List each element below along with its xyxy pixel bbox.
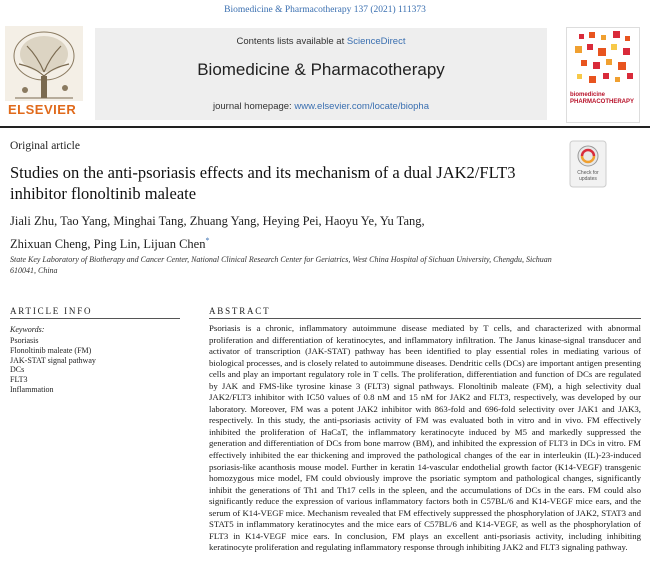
- header-rule: [0, 126, 650, 128]
- sciencedirect-link[interactable]: ScienceDirect: [346, 36, 406, 47]
- journal-homepage-link[interactable]: www.elsevier.com/locate/biopha: [294, 101, 429, 112]
- keyword-item: JAK-STAT signal pathway: [10, 355, 96, 365]
- keyword-item: DCs: [10, 365, 25, 375]
- corresponding-author-mark[interactable]: *: [205, 236, 210, 245]
- journal-title: Biomedicine & Pharmacotherapy: [197, 60, 445, 79]
- badge-text: Check for updates: [577, 170, 599, 182]
- publisher-wordmark: ELSEVIER: [8, 102, 77, 117]
- contents-prefix: Contents lists available at: [236, 36, 347, 47]
- cover-art-icon: [567, 28, 639, 122]
- article-title: Studies on the anti-psoriasis effects and its mechanism of a dual JAK2/FLT3 inhibitor flonoltinib maleate: [10, 163, 516, 203]
- keywords-label: Keywords:: [10, 325, 45, 334]
- keyword-item: Flonoltinib maleate (FM): [10, 345, 92, 355]
- authors-line-2: [10, 231, 610, 254]
- cover-title: biomedicine PHARMACOTHERAPY: [570, 92, 635, 105]
- homepage-line: [95, 101, 547, 112]
- keywords-list: [10, 336, 185, 395]
- article-info-heading: ARTICLE INFO: [10, 306, 93, 316]
- authors-line-1: Jiali Zhu, Tao Yang, Minghai Tang, Zhuang Yang, Heying Pei, Haoyu Ye, Yu Tang,: [10, 214, 425, 228]
- article-info-rule: [10, 318, 180, 319]
- article-type: Original article: [10, 140, 80, 152]
- journal-reference[interactable]: Biomedicine & Pharmacotherapy 137 (2021) 111373: [224, 5, 426, 15]
- abstract-text: Psoriasis is a chronic, inflammatory autoimmune disease mediated by T cells, and characterized with abnormal proliferation and differentiation of keratinocytes, and inflammatory infiltration. The Janus kinase-signal transducer and activator of transcription (JAK-STAT) pathway has been identified to play essential roles in mediating various of biological processes, and is closely related to autoimmune diseases. Dendritic cells (DCs) are important antigen presenting cells and play an important regulatory role in T cells. The proliferation, differentiation and function of DCs are regulated by JAK and FMS-like tyrosine kinase 3 (FLT3) signal pathways. Flonoltinib maleate (FM), a high selectivity dual JAK2/FLT3 inhibitor with IC50 values of 0.8 nM and 15 nM for JAK2 and FLT3, respectively, was developed by our laboratory. Moreover, FM was a potent JAK2 inhibitor with 863-fold and 696-fold selectivity over JAK1 and JAK3, respectively. In this study, the anti-psoriasis activity of FM was evaluated both in vitro and in vivo. FM effectively inhibited the proliferation of HaCaT, the inflammatory keratinocyte induced by M5 and markedly suppressed the generation and differentiation of DCs from bone marrow (BM), and inhibited the expression of FLT3 in DCs in vitro. FM effectively inhibited the ear thickening and improved the pathological changes of the ear in interleukin (IL)-23-induced psoriasis-like acanthosis mouse model. Further in keratin 14-vascular endothelial growth factor (K14-VEGF) transgenic homozygous mice model, FM could obviously improve the psoriatic symptom and pathological changes, significantly inhibit the generations of Th1 and Th17 cells in the spleen, and the accumulations of DCs in the ears. FM could also significantly reduce the expression of various inflammatory factors both in C57BL/6 and K14-VEGF mice ears, and the serum of K14-VEGF mice. Mechanism revealed that FM effectively suppressed the phosphorylation of JAK2, STAT3 and STAT5 in inflammatory keratinocytes and the mice ears of C57BL/6 and K14-VEGF, as well as the phosphorylation of FLT3 in K14-VEGF mice ears. In conclusion, FM plays an excellent anti-psoriasis activity, including inhibiting keratinocyte proliferation and regulating inflammatory response through inhibiting JAK2 and FLT3 signaling pathway.: [209, 323, 641, 553]
- author-list: [10, 212, 610, 254]
- abstract-heading: ABSTRACT: [209, 306, 271, 316]
- keyword-item: FLT3: [10, 375, 28, 385]
- affiliation: State Key Laboratory of Biotherapy and Cancer Center, National Clinical Research Center for Geriatrics, West China Hospital of Sichuan University, Chengdu, Sichuan 610041, China: [10, 255, 552, 275]
- journal-cover-image: [566, 27, 640, 123]
- authors-line-2-text: Zhixuan Cheng, Ping Lin, Lijuan Chen: [10, 237, 206, 252]
- contents-line: [95, 36, 547, 47]
- homepage-prefix: journal homepage:: [213, 101, 295, 112]
- check-for-updates-badge[interactable]: [569, 140, 607, 188]
- abstract-rule: [209, 318, 641, 319]
- keyword-item: Inflammation: [10, 384, 54, 394]
- keyword-item: Psoriasis: [10, 336, 39, 345]
